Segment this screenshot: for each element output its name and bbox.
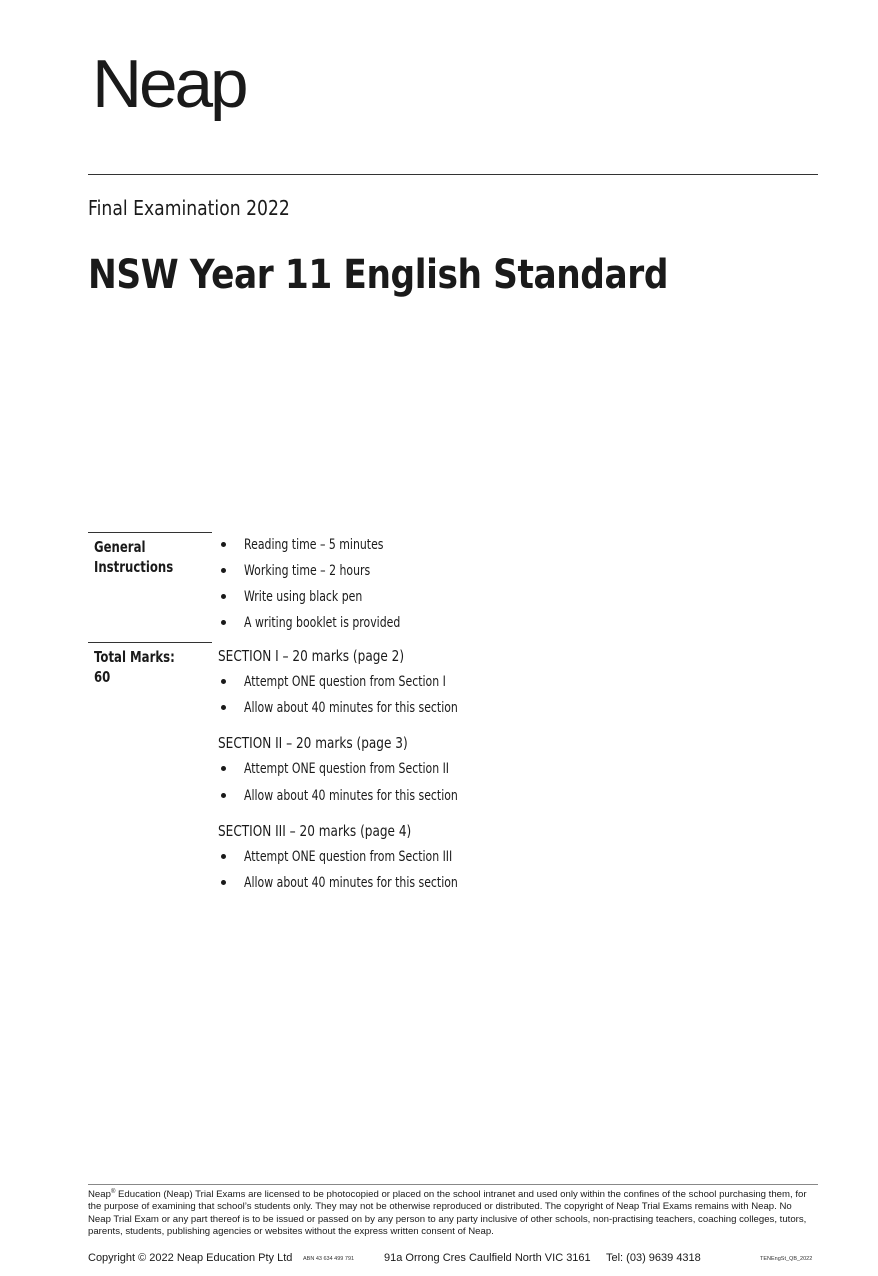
bullet-icon — [221, 620, 226, 625]
section-2-heading: SECTION II – 20 marks (page 3) — [218, 734, 408, 752]
total-marks-label-block — [88, 642, 212, 686]
general-instructions-label: General Instructions — [94, 538, 174, 576]
bullet-icon — [221, 705, 226, 710]
bullet-icon — [221, 880, 226, 885]
section-3-heading: SECTION III – 20 marks (page 4) — [218, 822, 412, 840]
bullet-icon — [221, 594, 226, 599]
bullet-icon — [221, 766, 226, 771]
general-instructions-label-block — [88, 532, 212, 641]
bullet-icon — [221, 542, 226, 547]
bullet-icon — [221, 679, 226, 684]
footer-phone: Tel: (03) 9639 4318 — [606, 1252, 701, 1264]
exam-title: NSW Year 11 English Standard — [88, 252, 669, 298]
total-marks-label: Total Marks: 60 — [94, 648, 175, 686]
bullet-icon — [221, 793, 226, 798]
footer-copyright: Copyright © 2022 Neap Education Pty Ltd — [88, 1252, 293, 1264]
footer-divider — [88, 1184, 818, 1185]
neap-logo: Neap — [92, 46, 246, 122]
header-divider — [88, 174, 818, 175]
exam-cover-page: Neap Final Examination 2022 NSW Year 11 English Standard General Instructions Reading time – 5 minutes Working time – 2 hours Write using black pen A writing booklet is provided Total Marks: 60 SECTION I – 20 marks (page 2) Attempt ONE question from Section I Allow about 40 minutes for this section SECTION II – 20 marks (page 3) Attempt ONE question from Section II Allow about 40 minutes for this section SECTION III – 20 marks (page 4) Attempt ONE question from Section III Allow about 40 minutes for this section Neap® Education (Neap) Trial Exams are licensed to be photocopied or placed on the school intranet and used only within the confines of the school purchasing them, for the purpose of examining that school’s students only. They may not be otherwise reproduced or distributed. The copyright of Neap Trial Exams remains with Neap. No Neap Trial Exam or any part thereof is to be issued or passed on by any person to any party inclusive of other schools, non-practising teachers, coaching colleges, tutors, parents, students, publishing agencies or websites without the express written consent of Neap. Copyright © 2022 Neap Education Pty Ltd ABN 43 634 499 791 91a Orrong Cres Caulfield North VIC 3161 Tel: (03) 9639 4318 TENEngSt_QB_2022 — [0, 0, 878, 1276]
bullet-icon — [221, 854, 226, 859]
exam-subtitle: Final Examination 2022 — [88, 196, 290, 220]
section-1-heading: SECTION I – 20 marks (page 2) — [218, 647, 405, 665]
footer-abn: ABN 43 634 499 791 — [303, 1256, 355, 1262]
bullet-icon — [221, 568, 226, 573]
footer-address: 91a Orrong Cres Caulfield North VIC 3161 — [384, 1252, 591, 1264]
footer-code: TENEngSt_QB_2022 — [760, 1256, 813, 1262]
licence-notice: Neap® Education (Neap) Trial Exams are licensed to be photocopied or placed on the school intranet and used only within the confines of the school purchasing them, for the purpose of examining that school’s students only. They may not be otherwise reproduced or distributed. The copyright of Neap Trial Exams remains with Neap. No Neap Trial Exam or any part thereof is to be issued or passed on by any person to any party inclusive of other schools, non-practising teachers, coaching colleges, tutors, parents, students, publishing agencies or websites without the express written consent of Neap. — [88, 1188, 807, 1238]
